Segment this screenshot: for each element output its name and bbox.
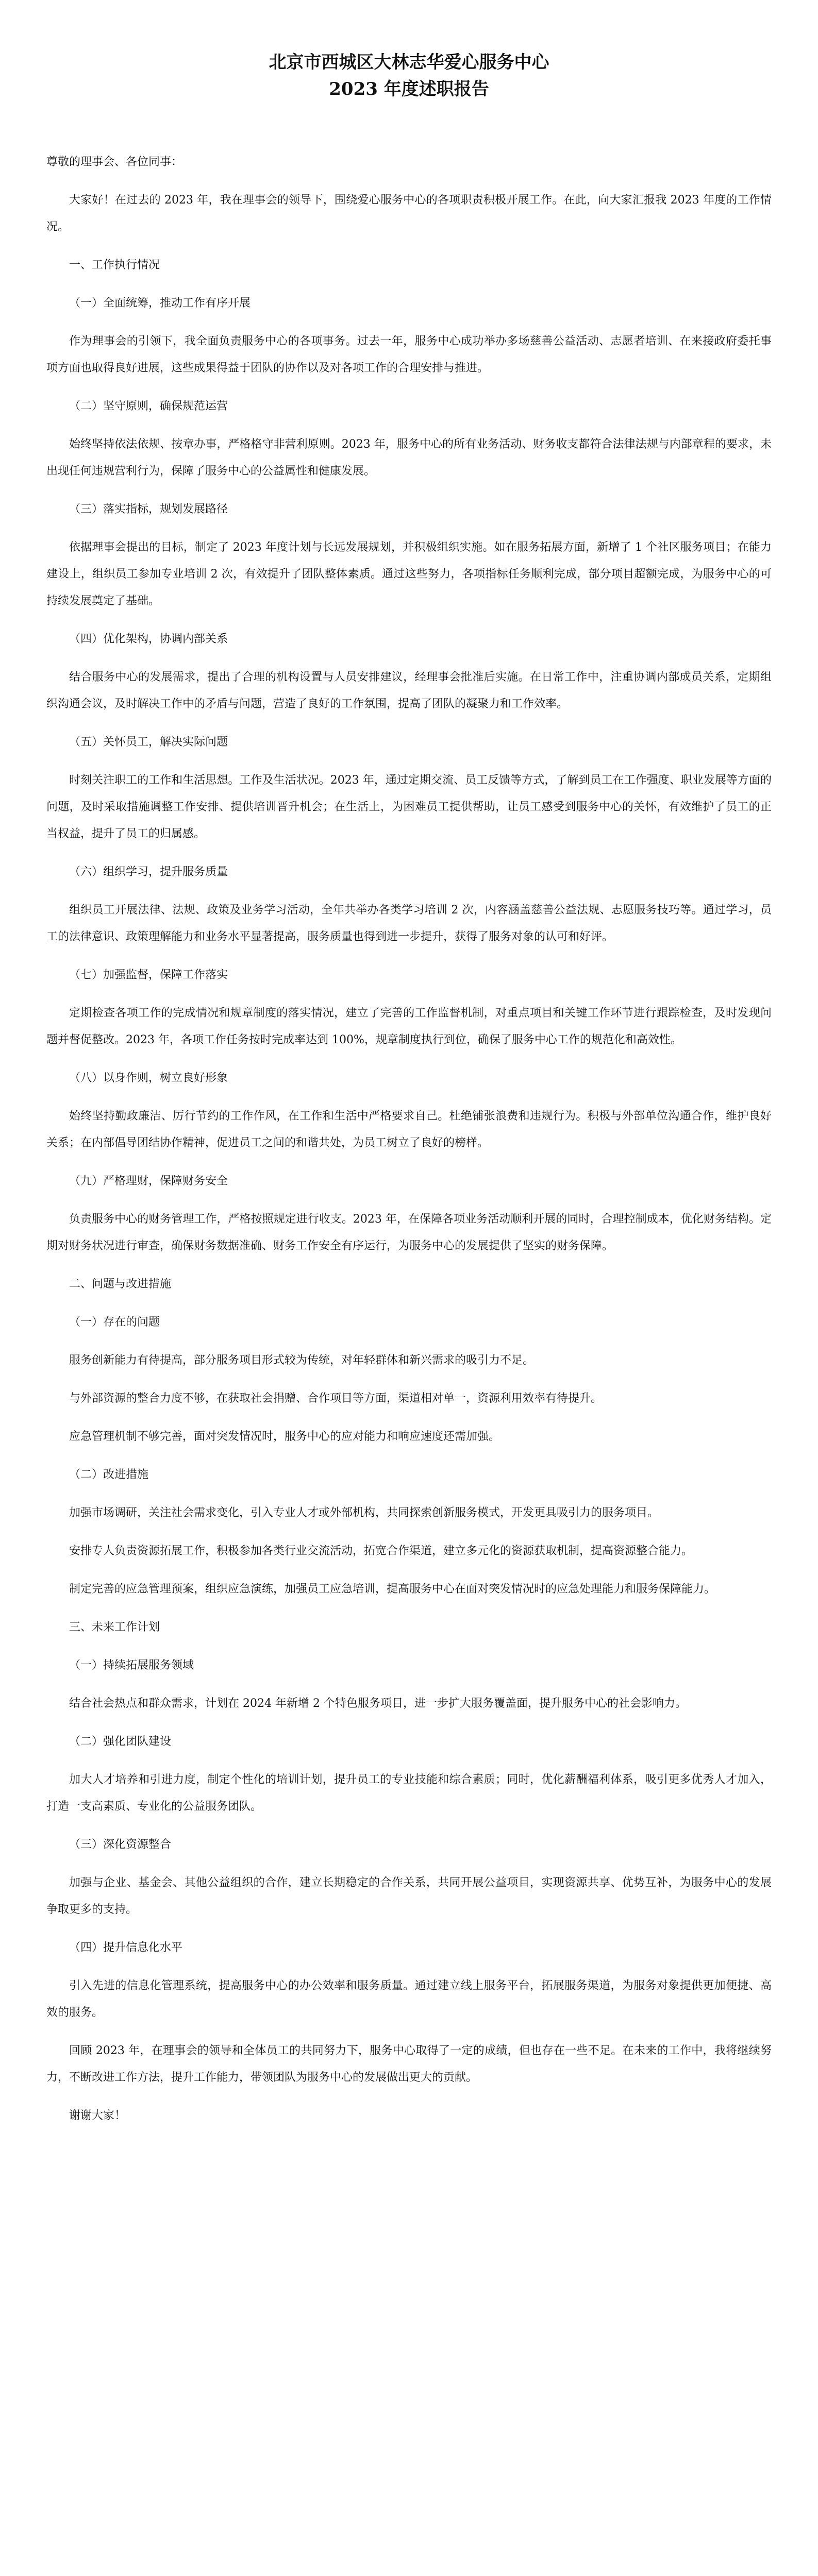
subsection-heading: （二）改进措施 (69, 1468, 149, 1481)
subsection-heading: （二）强化团队建设 (69, 1735, 172, 1748)
subsection-heading: （八）以身作则，树立良好形象 (69, 1072, 228, 1084)
paragraph: 加强市场调研，关注社会需求变化，引入专业人才或外部机构，共同探索创新服务模式，开发更具吸引力的服务项目。 (69, 1506, 659, 1519)
paragraph: 应急管理机制不够完善，面对突发情况时，服务中心的应对能力和响应速度还需加强。 (69, 1430, 500, 1443)
subsection-heading: （一）存在的问题 (69, 1316, 160, 1329)
subsection-heading: （五）关怀员工，解决实际问题 (69, 736, 228, 749)
paragraph: 引入先进的信息化管理系统，提高服务中心的办公效率和服务质量。通过建立线上服务平台，拓展服务渠道，为服务对象提供更加便捷、高效的服务。 (46, 1979, 772, 2019)
subsection-heading: （一）全面统筹，推动工作有序开展 (69, 297, 251, 310)
section-heading-1: 一、工作执行情况 (69, 259, 160, 272)
paragraph: 结合社会热点和群众需求，计划在 2024 年新增 2 个特色服务项目，进一步扩大服务覆盖面，提升服务中心的社会影响力。 (69, 1697, 687, 1710)
greeting: 尊敬的理事会、各位同事： (46, 156, 183, 168)
subsection-heading: （一）持续拓展服务领域 (69, 1659, 194, 1672)
thanks-line: 谢谢大家！ (69, 2109, 126, 2122)
paragraph: 制定完善的应急管理预案，组织应急演练，加强员工应急培训，提高服务中心在面对突发情况时的应急处理能力和服务保障能力。 (69, 1583, 716, 1596)
paragraph: 组织员工开展法律、法规、政策及业务学习活动，全年共举办各类学习培训 2 次，内容涵盖慈善公益法规、志愿服务技巧等。通过学习，员工的法律意识、政策理解能力和业务水平显著提高，服务质量也得到进一步提升，获得了服务对象的认可和好评。 (46, 904, 772, 943)
subsection-heading: （二）坚守原则，确保规范运营 (69, 400, 228, 413)
subsection-heading: （四）优化架构，协调内部关系 (69, 633, 228, 646)
paragraph: 负责服务中心的财务管理工作，严格按照规定进行收支。2023 年，在保障各项业务活动顺利开展的同时，合理控制成本，优化财务结构。定期对财务状况进行审查，确保财务数据准确、财务工作安全有序运行，为服务中心的发展提供了坚实的财务保障。 (46, 1213, 772, 1252)
subsection-heading: （七）加强监督，保障工作落实 (69, 969, 228, 981)
paragraph: 时刻关注职工的工作和生活思想。工作及生活状况。2023 年，通过定期交流、员工反馈等方式，了解到员工在工作强度、职业发展等方面的问题，及时采取措施调整工作安排、提供培训晋升机会；在生活上，为困难员工提供帮助，让员工感受到服务中心的关怀，有效维护了员工的正当权益，提升了员工的归属感。 (46, 774, 772, 840)
conclusion-paragraph: 回顾 2023 年，在理事会的领导和全体员工的共同努力下，服务中心取得了一定的成绩，但也存在一些不足。在未来的工作中，我将继续努力，不断改进工作方法，提升工作能力，带领团队为服务中心的发展做出更大的贡献。 (46, 2044, 772, 2084)
intro-paragraph: 大家好！在过去的 2023 年，我在理事会的领导下，围绕爱心服务中心的各项职责积极开展工作。在此，向大家汇报我 2023 年度的工作情况。 (46, 194, 772, 233)
paragraph: 安排专人负责资源拓展工作，积极参加各类行业交流活动，拓宽合作渠道，建立多元化的资源获取机制，提高资源整合能力。 (69, 1545, 693, 1557)
paragraph: 与外部资源的整合力度不够，在获取社会捐赠、合作项目等方面，渠道相对单一，资源利用效率有待提升。 (69, 1392, 603, 1405)
subsection-heading: （四）提升信息化水平 (69, 1941, 183, 1954)
paragraph: 结合服务中心的发展需求，提出了合理的机构设置与人员安排建议，经理事会批准后实施。在日常工作中，注重协调内部成员关系，定期组织沟通会议，及时解决工作中的矛盾与问题，营造了良好的工作氛围，提高了团队的凝聚力和工作效率。 (46, 671, 772, 710)
subsection-heading: （三）落实指标，规划发展路径 (69, 503, 228, 516)
paragraph: 作为理事会的引领下，我全面负责服务中心的各项事务。过去一年，服务中心成功举办多场慈善公益活动、志愿者培训、在来接政府委托事项方面也取得良好进展，这些成果得益于团队的协作以及对各项工作的合理安排与推进。 (46, 335, 772, 375)
paragraph: 依据理事会提出的目标，制定了 2023 年度计划与长远发展规划，并积极组织实施。如在服务拓展方面，新增了 1 个社区服务项目；在能力建设上，组织员工参加专业培训 2 次，有效提升了团队整体素质。通过这些努力，各项指标任务顺利完成，部分项目超额完成，为服务中心的可持续发展奠定了基础。 (46, 541, 772, 607)
subsection-heading: （六）组织学习，提升服务质量 (69, 866, 228, 878)
paragraph: 加强与企业、基金会、其他公益组织的合作，建立长期稳定的合作关系，共同开展公益项目，实现资源共享、优势互补，为服务中心的发展争取更多的支持。 (46, 1876, 772, 1916)
paragraph: 始终坚持依法依规、按章办事，严格格守非营利原则。2023 年，服务中心的所有业务活动、财务收支都符合法律法规与内部章程的要求，未出现任何违规营利行为，保障了服务中心的公益属性和健康发展。 (46, 438, 772, 478)
subsection-heading: （九）严格理财，保障财务安全 (69, 1175, 228, 1188)
section-heading-3: 三、未来工作计划 (69, 1621, 160, 1634)
subsection-heading: （三）深化资源整合 (69, 1838, 172, 1851)
report-title-year: 2023 年度述职报告 (329, 79, 489, 99)
report-title-org: 北京市西城区大林志华爱心服务中心 (269, 52, 549, 73)
paragraph: 始终坚持勤政廉洁、厉行节约的工作作风，在工作和生活中严格要求自己。杜绝铺张浪费和违规行为。积极与外部单位沟通合作，维护良好关系；在内部倡导团结协作精神，促进员工之间的和谐共处，为员工树立了良好的榜样。 (46, 1110, 772, 1149)
paragraph: 服务创新能力有待提高，部分服务项目形式较为传统，对年轻群体和新兴需求的吸引力不足。 (69, 1354, 535, 1367)
section-heading-2: 二、问题与改进措施 (69, 1278, 172, 1291)
paragraph: 定期检查各项工作的完成情况和规章制度的落实情况，建立了完善的工作监督机制，对重点项目和关键工作环节进行跟踪检查，及时发现问题并督促整改。2023 年，各项工作任务按时完成率达到 100%，规章制度执行到位，确保了服务中心工作的规范化和高效性。 (46, 1007, 772, 1046)
paragraph: 加大人才培养和引进力度，制定个性化的培训计划，提升员工的专业技能和综合素质；同时，优化薪酬福利体系，吸引更多优秀人才加入，打造一支高素质、专业化的公益服务团队。 (46, 1773, 772, 1813)
